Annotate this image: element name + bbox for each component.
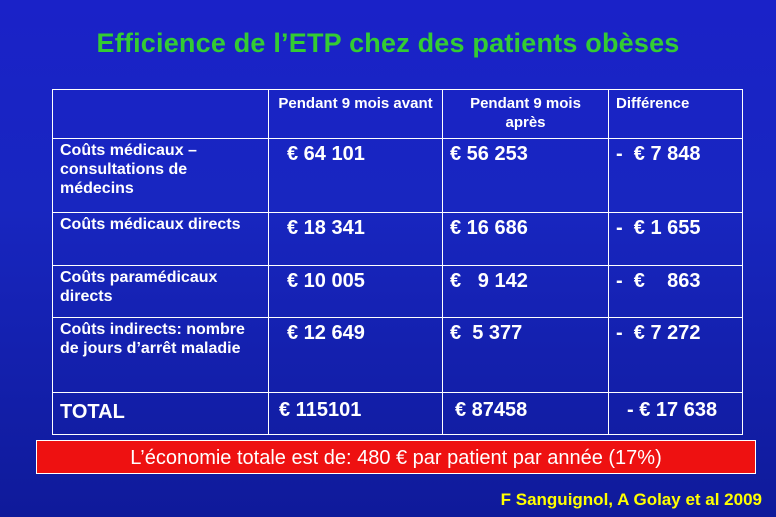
total-after: € 87458 (443, 393, 609, 435)
value-after: € 56 253 (443, 139, 609, 213)
value-difference: - € 7 848 (609, 139, 743, 213)
value-difference: - € 7 272 (609, 318, 743, 393)
total-difference: - € 17 638 (609, 393, 743, 435)
citation: F Sanguignol, A Golay et al 2009 (500, 490, 762, 509)
total-label: TOTAL (53, 393, 269, 435)
header-before: Pendant 9 mois avant (269, 90, 443, 139)
value-before: € 12 649 (269, 318, 443, 393)
value-after: € 5 377 (443, 318, 609, 393)
total-before: € 115101 (269, 393, 443, 435)
header-empty (53, 90, 269, 139)
value-before: € 18 341 (269, 213, 443, 266)
value-after: € 9 142 (443, 266, 609, 318)
cost-table (52, 89, 743, 435)
header-difference: Différence (609, 90, 743, 139)
table-row (53, 213, 743, 266)
row-label: Coûts indirects: nombre de jours d’arrêt maladie (53, 318, 269, 393)
row-label: Coûts médicaux – consultations de médecins (53, 139, 269, 213)
value-difference: - € 1 655 (609, 213, 743, 266)
value-before: € 64 101 (269, 139, 443, 213)
row-label: Coûts médicaux directs (53, 213, 269, 266)
table-row (53, 139, 743, 213)
header-after: Pendant 9 mois après (443, 90, 609, 139)
value-before: € 10 005 (269, 266, 443, 318)
slide-title: Efficience de l’ETP chez des patients obèses (96, 28, 680, 58)
value-after: € 16 686 (443, 213, 609, 266)
table-header-row (53, 90, 743, 139)
table-row (53, 266, 743, 318)
value-difference: - € 863 (609, 266, 743, 318)
savings-banner: L’économie totale est de: 480 € par patient par année (17%) (36, 440, 756, 474)
table-row (53, 318, 743, 393)
table-total-row (53, 393, 743, 435)
row-label: Coûts paramédicaux directs (53, 266, 269, 318)
